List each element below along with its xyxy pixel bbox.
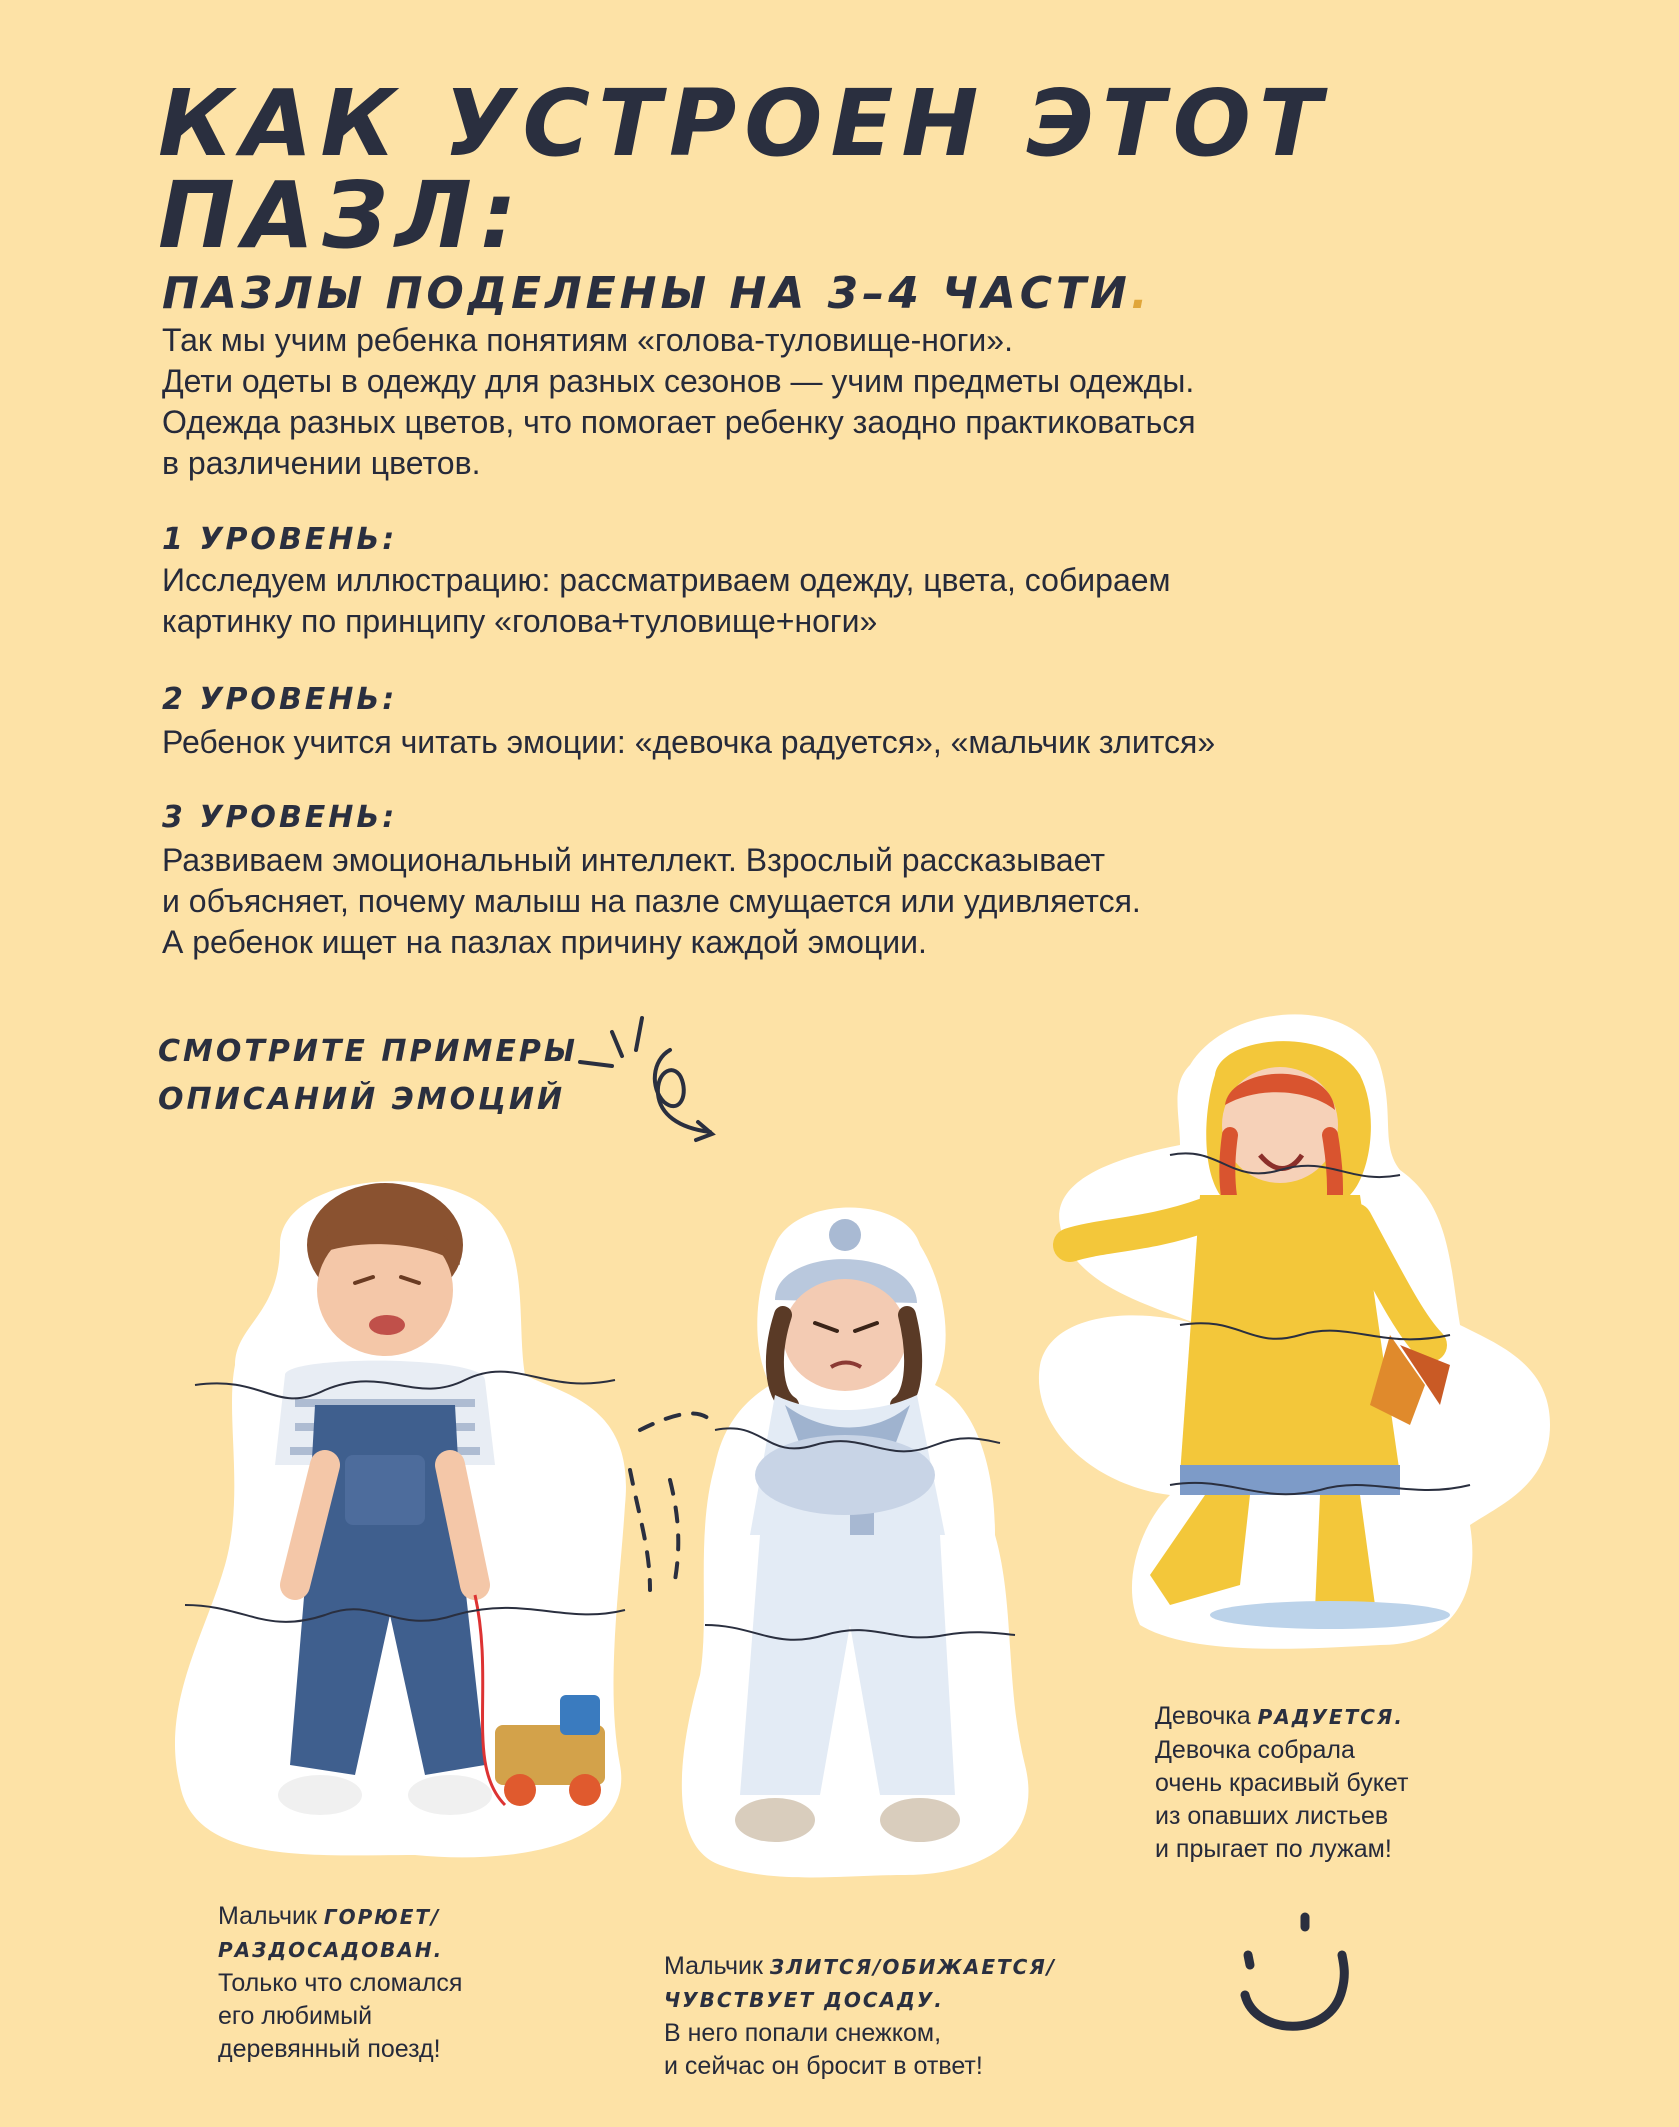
caption-line: деревянный поезд! [218, 2035, 441, 2063]
examples-hint [158, 1028, 578, 1124]
intro-line: Так мы учим ребенка понятиям «голова-туловище-ноги». [162, 322, 1013, 358]
motion-dash-lines-icon [620, 1390, 730, 1610]
level-3-line: А ребенок ищет на пазлах причину каждой эмоции. [162, 924, 927, 960]
caption-emotion: ЗЛИТСЯ/ОБИЖАЕТСЯ/ [769, 1955, 1057, 1979]
level-1-line: Исследуем иллюстрацию: рассматриваем одежду, цвета, собираем [162, 562, 1171, 598]
caption-line: и сейчас он бросит в ответ! [664, 2052, 983, 2080]
caption-line: его любимый [218, 2002, 373, 2030]
caption-line: из опавших листьев [1155, 1802, 1389, 1830]
page-title: КАК УСТРОЕН ЭТОТ ПАЗЛ: [158, 70, 1330, 269]
subtitle-text: ПАЗЛЫ ПОДЕЛЕНЫ НА 3–4 ЧАСТИ [162, 268, 1131, 319]
level-1-text [162, 560, 1171, 642]
hint-line: ОПИСАНИЙ ЭМОЦИЙ [158, 1082, 566, 1117]
level-2-line: Ребенок учится читать эмоции: «девочка радуется», «мальчик злится» [162, 724, 1216, 760]
caption-emotion-line [1155, 1700, 1408, 1734]
section-subtitle [162, 268, 1152, 319]
level-2-heading: 2 УРОВЕНЬ: [162, 682, 398, 717]
puzzle-boy-overalls [165, 1165, 665, 1870]
caption-line: Только что сломался [218, 1969, 463, 1997]
caption-prefix: Девочка [1155, 1702, 1258, 1730]
caption-emotion: ГОРЮЕТ/ [323, 1905, 441, 1929]
intro-line: в различении цветов. [162, 445, 481, 481]
intro-line: Одежда разных цветов, что помогает ребенку заодно практиковаться [162, 404, 1196, 440]
caption-emotion-line [664, 1950, 1056, 1984]
caption-prefix: Мальчик [218, 1902, 324, 1930]
subtitle-dot: . [1130, 268, 1152, 319]
caption-emotion: ЧУВСТВУЕТ ДОСАДУ. [664, 1988, 944, 2012]
smile-icon [1230, 1905, 1360, 2045]
puzzle-girl-raincoat [1030, 1005, 1590, 1655]
level-3-heading: 3 УРОВЕНЬ: [162, 800, 398, 835]
caption-emotion: РАДУЕТСЯ. [1257, 1705, 1404, 1729]
intro-paragraph [162, 320, 1196, 484]
level-1-heading: 1 УРОВЕНЬ: [162, 522, 398, 557]
caption-boy-sad [218, 1900, 462, 2066]
level-3-line: и объясняет, почему малыш на пазле смущается или удивляется. [162, 883, 1141, 919]
intro-line: Дети одеты в одежду для разных сезонов — учим предметы одежды. [162, 363, 1195, 399]
caption-line: В него попали снежком, [664, 2019, 942, 2047]
hint-line: СМОТРИТЕ ПРИМЕРЫ [158, 1034, 578, 1069]
caption-emotion-line [218, 1900, 462, 1934]
level-2-text [162, 722, 1215, 763]
caption-boy-angry [664, 1950, 1056, 2083]
level-1-line: картинку по принципу «голова+туловище+ноги» [162, 603, 878, 639]
caption-girl-happy [1155, 1700, 1408, 1866]
level-3-line: Развиваем эмоциональный интеллект. Взрослый рассказывает [162, 842, 1106, 878]
caption-line: очень красивый букет [1155, 1769, 1409, 1797]
caption-line: Девочка собрала [1155, 1736, 1355, 1764]
caption-line: и прыгает по лужам! [1155, 1835, 1392, 1863]
caption-emotion: РАЗДОСАДОВАН. [218, 1938, 444, 1962]
caption-prefix: Мальчик [664, 1952, 770, 1980]
level-3-text [162, 840, 1141, 963]
curly-arrow-icon [560, 1010, 740, 1150]
